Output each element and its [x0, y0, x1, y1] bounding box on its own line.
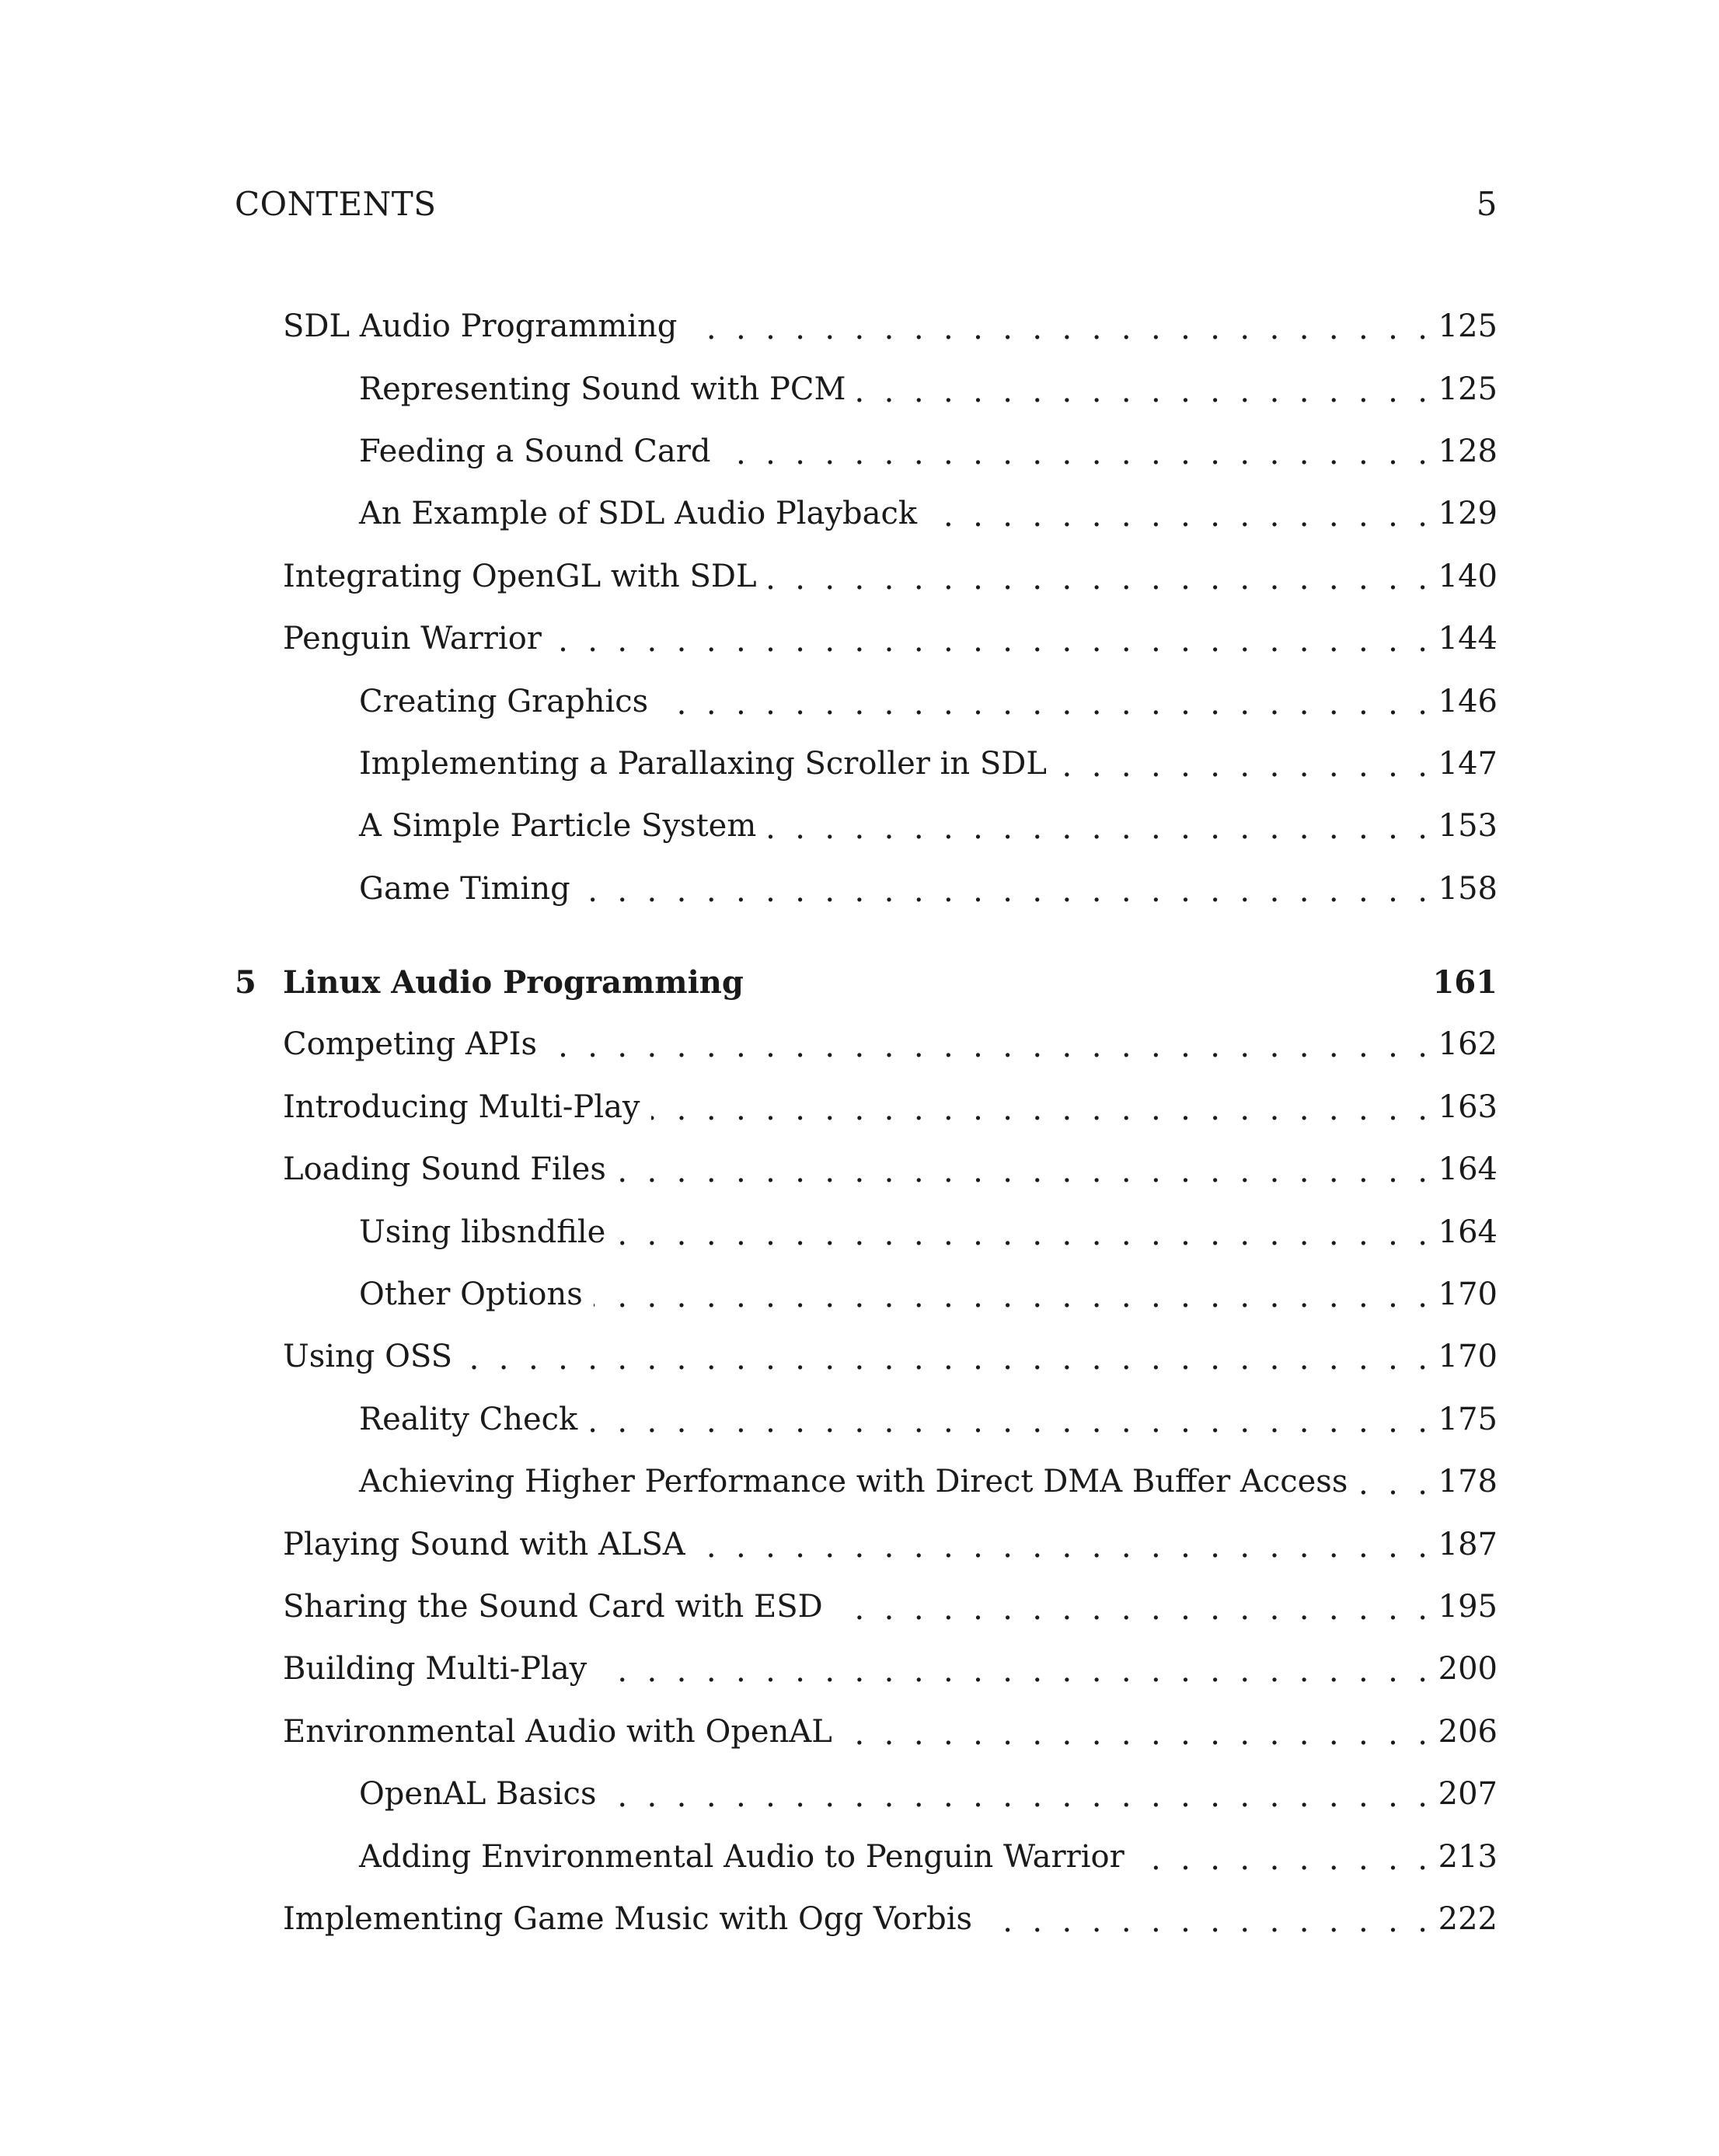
- toc-entry-page-number: 170: [1438, 1277, 1498, 1313]
- toc-entry-title: Representing Sound with PCM: [359, 371, 856, 407]
- toc-entry-title: Competing APIs: [283, 1026, 548, 1062]
- toc-entry[interactable]: [235, 1763, 1498, 1825]
- toc-entry-title: Introducing Multi-Play: [283, 1089, 651, 1125]
- running-head-title: CONTENTS: [235, 185, 437, 223]
- toc-entry[interactable]: [235, 1263, 1498, 1325]
- toc-entry-page-number: 175: [1438, 1401, 1498, 1437]
- toc-entry-page-number: 153: [1438, 808, 1498, 845]
- toc-entry-page-number: 207: [1438, 1776, 1498, 1813]
- dot-leader: [983, 1903, 1428, 1935]
- dot-leader: [598, 1653, 1428, 1684]
- toc-entry-title: Adding Environmental Audio to Penguin Warrior: [359, 1839, 1135, 1875]
- dot-leader: [1135, 1841, 1428, 1872]
- toc-entry-page-number: 163: [1438, 1088, 1498, 1125]
- toc-entry[interactable]: [235, 420, 1498, 482]
- dot-leader: [767, 810, 1428, 841]
- dot-leader: [928, 498, 1428, 529]
- dot-leader: [608, 1778, 1428, 1809]
- dot-leader: [617, 1154, 1428, 1185]
- toc-entry[interactable]: [235, 1576, 1498, 1638]
- toc-entry-page-number: 146: [1438, 683, 1498, 719]
- toc-entry-title: Reality Check: [359, 1402, 588, 1437]
- toc-entry-title: Creating Graphics: [359, 684, 659, 719]
- toc-entry-title: A Simple Particle System: [359, 808, 767, 844]
- toc-entry-title: Playing Sound with ALSA: [283, 1527, 696, 1562]
- toc-entry-title: Feeding a Sound Card: [359, 434, 721, 469]
- toc-entry[interactable]: [235, 1513, 1498, 1575]
- dot-leader: [1358, 1466, 1428, 1497]
- toc-entry[interactable]: [235, 1325, 1498, 1388]
- toc-entry[interactable]: [235, 1888, 1498, 1950]
- toc-entry[interactable]: [235, 858, 1498, 920]
- toc-entry-title: Using libsndfile: [359, 1214, 616, 1250]
- toc-entry-page-number: 195: [1438, 1589, 1498, 1625]
- chapter-number: 5: [235, 963, 256, 1001]
- toc-entry-title: Achieving Higher Performance with Direct DMA Buffer Access: [359, 1464, 1358, 1499]
- dot-leader: [651, 1092, 1428, 1123]
- dot-leader: [463, 1341, 1428, 1372]
- toc-entry[interactable]: [235, 1013, 1498, 1075]
- toc-entry[interactable]: [235, 1638, 1498, 1700]
- toc-entry[interactable]: [235, 482, 1498, 545]
- toc-entry-page-number: 164: [1438, 1214, 1498, 1250]
- toc-entry[interactable]: [235, 670, 1498, 732]
- dot-leader: [1058, 748, 1428, 779]
- toc-entry-page-number: 144: [1438, 621, 1498, 657]
- toc-entry[interactable]: [235, 545, 1498, 608]
- dot-leader: [588, 1404, 1428, 1435]
- toc-entry[interactable]: [235, 1138, 1498, 1200]
- toc-entry[interactable]: [235, 295, 1498, 357]
- toc-entry-page-number: 170: [1438, 1339, 1498, 1375]
- dot-leader: [768, 561, 1428, 592]
- toc-entry-page-number: 213: [1438, 1838, 1498, 1875]
- toc-entry-page-number: 125: [1438, 308, 1498, 345]
- dot-leader: [755, 967, 1428, 998]
- toc-entry[interactable]: [235, 733, 1498, 795]
- toc-entry-page-number: 129: [1438, 496, 1498, 532]
- toc-entry-page-number: 161: [1432, 963, 1498, 1001]
- toc-entry-page-number: 158: [1438, 870, 1498, 907]
- toc-entry-title: SDL Audio Programming: [283, 308, 688, 344]
- running-head: [235, 185, 1498, 232]
- dot-leader: [659, 686, 1428, 717]
- dot-leader: [856, 374, 1428, 405]
- toc-entry-title: Sharing the Sound Card with ESD: [283, 1589, 834, 1625]
- dot-leader: [696, 1529, 1428, 1560]
- toc-entry-page-number: 147: [1438, 745, 1498, 782]
- toc-entry-title: Loading Sound Files: [283, 1151, 617, 1187]
- dot-leader: [721, 436, 1428, 467]
- table-of-contents: [235, 295, 1498, 1950]
- toc-entry-title: Linux Audio Programming: [283, 964, 755, 1001]
- toc-entry-page-number: 178: [1438, 1464, 1498, 1500]
- toc-entry-title: Environmental Audio with OpenAL: [283, 1714, 843, 1750]
- toc-chapter-entry[interactable]: [235, 951, 1498, 1013]
- dot-leader: [688, 311, 1428, 342]
- dot-leader: [616, 1217, 1428, 1248]
- toc-entry-title: Implementing a Parallaxing Scroller in SDL: [359, 746, 1058, 782]
- dot-leader: [581, 873, 1428, 904]
- dot-leader: [548, 1029, 1428, 1060]
- toc-entry[interactable]: [235, 1388, 1498, 1451]
- toc-entry-page-number: 222: [1438, 1900, 1498, 1937]
- toc-entry-title: Building Multi-Play: [283, 1651, 598, 1687]
- toc-entry-page-number: 164: [1438, 1151, 1498, 1188]
- toc-entry-page-number: 125: [1438, 371, 1498, 407]
- toc-entry-title: Implementing Game Music with Ogg Vorbis: [283, 1901, 983, 1937]
- toc-entry-title: Penguin Warrior: [283, 621, 553, 657]
- toc-entry-page-number: 162: [1438, 1026, 1498, 1063]
- toc-entry-page-number: 206: [1438, 1713, 1498, 1750]
- dot-leader: [594, 1279, 1428, 1310]
- toc-entry-title: Using OSS: [283, 1339, 463, 1374]
- running-head-page-number: 5: [1476, 185, 1498, 223]
- dot-leader: [843, 1716, 1428, 1747]
- toc-entry-page-number: 128: [1438, 433, 1498, 469]
- toc-entry[interactable]: [235, 1825, 1498, 1887]
- toc-entry[interactable]: [235, 357, 1498, 420]
- toc-entry[interactable]: [235, 1200, 1498, 1263]
- dot-leader: [553, 623, 1428, 654]
- toc-entry[interactable]: [235, 795, 1498, 857]
- toc-entry-page-number: 140: [1438, 558, 1498, 594]
- toc-entry[interactable]: [235, 1701, 1498, 1763]
- toc-entry-title: An Example of SDL Audio Playback: [359, 496, 928, 531]
- toc-entry-title: Game Timing: [359, 871, 581, 907]
- toc-entry-page-number: 200: [1438, 1651, 1498, 1688]
- toc-entry[interactable]: [235, 1451, 1498, 1513]
- toc-entry[interactable]: [235, 608, 1498, 670]
- toc-entry-title: OpenAL Basics: [359, 1776, 608, 1812]
- dot-leader: [834, 1591, 1428, 1622]
- toc-entry-title: Integrating OpenGL with SDL: [283, 559, 768, 594]
- toc-entry-title: Other Options: [359, 1277, 594, 1312]
- toc-entry[interactable]: [235, 1076, 1498, 1138]
- toc-entry-page-number: 187: [1438, 1526, 1498, 1562]
